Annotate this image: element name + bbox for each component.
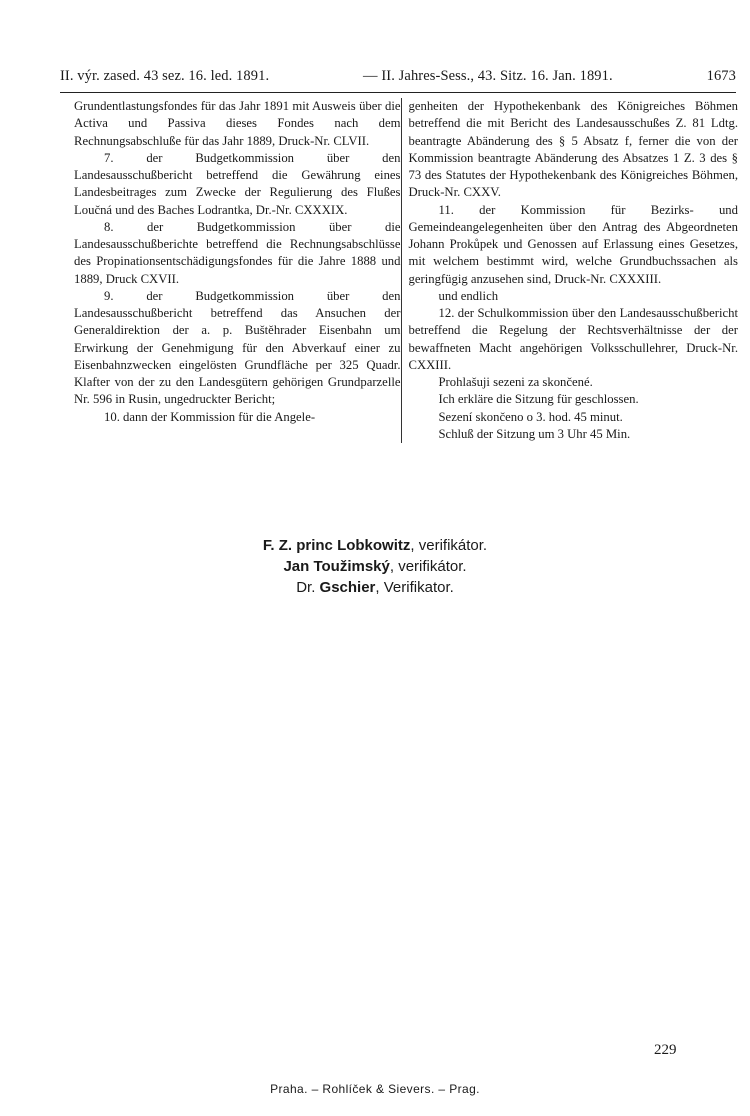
left-column — [74, 98, 401, 426]
signatory-role: Verifikator. — [383, 579, 454, 596]
running-header — [60, 68, 736, 85]
closing-time-cz: Sezení skončeno o 3. hod. 45 minut. — [438, 409, 623, 424]
paragraph: genheiten der Hypothekenbank des Königreiches Böhmen betreffend die mit Bericht des Landesausschußes Z. 81 Ldtg. beantragte Abänderung des § 5 Absatz f, ferner die von der Kommission beantragte Abänderung des Absatzes 1 Z. 3 des § 73 des Statutes der Hypothekenbank des Königreiches Böhmen, Druck-Nr. CXXV. — [408, 99, 738, 200]
printer-imprint: Praha. – Rohlíček & Sievers. – Prag. — [270, 1082, 480, 1096]
header-rule — [60, 92, 736, 93]
header-czech: II. výr. zased. 43 sez. 16. led. 1891. — [60, 68, 270, 84]
signature-line: Jan Toužimský, verifikátor. — [283, 558, 467, 575]
closing-statement-cz: Prohlašuji sezeni za skončené. — [438, 375, 593, 389]
transition-text: und endlich — [438, 288, 499, 303]
signature-line: F. Z. princ Lobkowitz, verifikátor. — [262, 537, 488, 554]
page-number: 229 — [654, 1042, 677, 1058]
signature-line: Dr. Gschier, Verifikator. — [296, 579, 454, 596]
agenda-item-10: 10. dann der Kommission für die Angele- — [104, 409, 316, 424]
agenda-item-11: 11. der Kommission für Bezirks- und Gemeindeangelegenheiten über den Antrag des Abgeordneten Johann Prokůpek und Genossen auf Erlassung eines Gesetzes, mit welchem bestimmt wird, welche Grundbuchssachen als geringfügig anzusehen sind, Druck-Nr. CXXXIII. — [408, 202, 738, 286]
agenda-item-12: 12. der Schulkommission über den Landesausschußbericht betreffend die Regelung der Rechtsverhältnisse der der bewaffneten Macht angehörigen Volksschullehrer, Druck-Nr. CXXIII. — [408, 306, 738, 372]
signatory-role: verifikátor. — [418, 537, 488, 554]
signatory-name: Gschier — [319, 579, 376, 596]
closing-statement-de: Ich erkläre die Sitzung für geschlossen. — [438, 392, 639, 407]
agenda-item-8: 8. der Budgetkommission über die Landesausschußberichte betreffend die Rechnungsabschlüsse des Propinationsentschädigungsfondes für die Jahre 1888 und 1889, Druck CXVII. — [74, 219, 401, 286]
signatory-name: F. Z. princ Lobkowitz — [262, 537, 411, 554]
header-german: — II. Jahres-Sess., 43. Sitz. 16. Jan. 1891. — [363, 68, 613, 84]
signatory-name: Jan Toužimský — [283, 558, 390, 575]
signatory-prefix: Dr. — [296, 579, 316, 596]
signatory-role: verifikátor. — [398, 558, 467, 575]
agenda-item-7: 7. der Budgetkommission über den Landesausschußbericht betreffend die Gewährung eines Landesbeitrages zum Zwecke der Regulierung des Flußes Loučná und des Baches Lodrantka, Dr.-Nr. CXXXIX. — [74, 150, 401, 217]
two-column-body — [74, 98, 738, 443]
agenda-item-9: 9. der Budgetkommission über den Landesausschußbericht betreffend das Ansuchen der Generaldirektion der a. p. Buštěhrader Eisenbahn um Erwirkung der Genehmigung für den Abverkauf einer zu Eisenbahnzwecken eingelösten Grundfläche per 325 Quadr. Klafter von der zu den Landesgütern gehörigen Grundparzelle Nr. 596 in Rusin, ungedruckter Bericht; — [74, 288, 401, 407]
right-column — [401, 98, 739, 443]
header-page-number: 1673 — [706, 68, 736, 84]
paragraph: Grundentlastungsfondes für das Jahr 1891 mit Ausweis über die Activa und Passiva dieses Fondes nach dem Rechnungsabschluße für das Jahr 1889, Druck-Nr. CLVII. — [74, 99, 401, 148]
closing-time-de: Schluß der Sitzung um 3 Uhr 45 Min. — [438, 426, 631, 441]
signature-block — [0, 535, 750, 598]
